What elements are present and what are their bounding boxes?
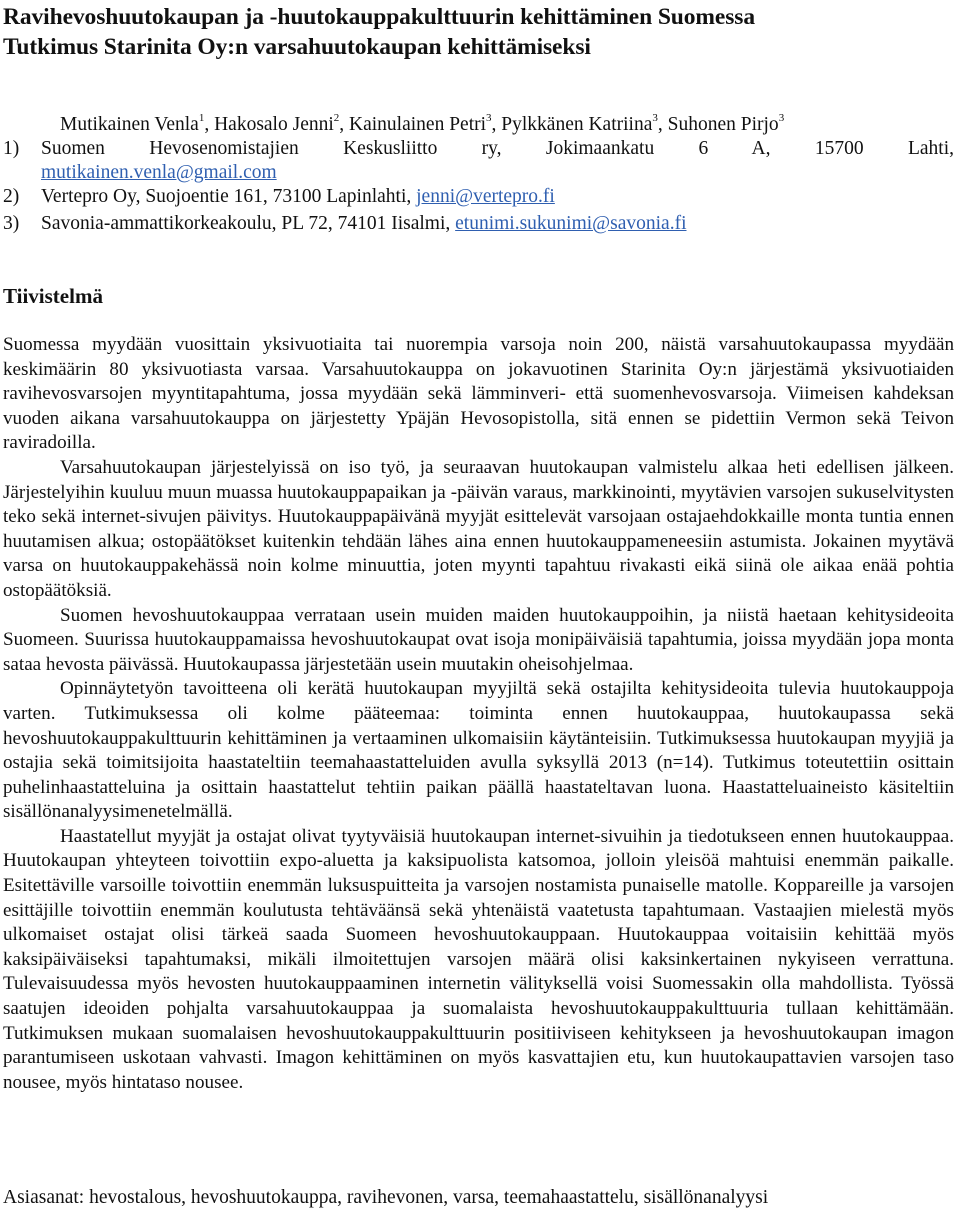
affiliation-text: Savonia-ammattikorkeakoulu, PL 72, 74101 Iisalmi, <box>41 213 451 234</box>
affiliation-number: 2) <box>3 186 20 207</box>
author-affiliation-marker: 1 <box>198 112 205 124</box>
abstract-body <box>3 333 954 1095</box>
author-affiliation-marker: 2 <box>333 112 340 124</box>
author-affiliation-marker: 3 <box>778 112 785 124</box>
title-line-2: Tutkimus Starinita Oy:n varsahuutokaupan kehittämiseksi <box>3 34 591 60</box>
author-list: Mutikainen Venla$^1$, Hakosalo Jenni$^2$, Kainulainen Petri$^3$, Pylkkänen Katriina$^3$, Suhonen Pirjo$^3$ <box>60 112 785 135</box>
author-affiliation-marker: 3 <box>486 112 492 124</box>
affiliation-email-link[interactable]: jenni@vertepro.fi <box>416 186 555 207</box>
abstract-paragraph: Opinnäytetyön tavoitteena oli kerätä huutokaupan myyjiltä sekä ostajilta kehitysideoita tulevia huutokauppoja varten. Tutkimuksessa oli kolme pääteemaa: toiminta ennen huutokauppaa, huutokaupassa sekä hevoshuutokauppakulttuurin kehittäminen ja vertaaminen ulkomaisiin käytänteisiin. Tutkimuksessa huutokaupan myyjiä ja ostajia sekä toimitsijoita haastateltiin teemahaastatteluiden avulla syksyllä 2013 (n=14). Tutkimus toteutettiin osittain puhelinhaastatteluina ja osittain haastattelut tehtiin paikan päällä haastateltavan luona. Haastatteluaineisto käsiteltiin sisällönanalyysimenetelmällä. <box>3 678 954 823</box>
affiliation-3 <box>3 212 954 236</box>
abstract-paragraph: Suomessa myydään vuosittain yksivuotiaita tai nuorempia varsoja noin 200, näistä varsahuutokaupassa myydään keskimäärin 80 yksivuotiasta varsaa. Varsahuutokauppa on jokavuotinen Starinita Oy:n järjestämä yksivuotiaiden ravihevosvarsojen myyntitapahtuma, jossa myydään sekä lämminveri- että suomenhevosvarsoja. Viimeisen kahdeksan vuoden aikana varsahuutokauppa on järjestetty Ypäjän Hevosopistolla, sitä ennen se pidettiin Vermon sekä Teivon raviradoilla. <box>3 334 954 454</box>
abstract-paragraph: Varsahuutokaupan järjestelyissä on iso työ, ja seuraavan huutokaupan valmistelu alkaa heti edellisen jälkeen. Järjestelyihin kuuluu muun muassa huutokauppapaikan ja -päivän varaus, markkinointi, myytävien varsojen sukuselvitysten teko sekä internet-sivujen päivitys. Huutokauppapäivänä myyjät esittelevät varsojaan ostajaehdokkaille monta tuntia ennen huutamisen alkua; ostopäätökset kuitenkin tehdään lähes aina ennen huutokauppameneesiin astumista. Jokainen myytävä varsa on huutokauppakehässä noin kolme minuuttia, joten myynti tapahtuu rivakasti eikä siinä ole aikaa enää pohtia ostopäätöksiä. <box>3 456 954 601</box>
affiliation-text: Vertepro Oy, Suojoentie 161, 73100 Lapinlahti, <box>41 186 412 207</box>
affiliation-email-link[interactable]: etunimi.sukunimi@savonia.fi <box>455 213 687 234</box>
affiliation-number: 1) <box>3 138 20 159</box>
author-name: Mutikainen Venla <box>60 114 199 135</box>
author-name: Kainulainen Petri <box>349 114 487 135</box>
abstract-heading: Tiivistelmä <box>3 284 103 308</box>
affiliation-email-link[interactable]: mutikainen.venla@gmail.com <box>41 162 277 183</box>
author-affiliation-marker: 3 <box>652 112 658 124</box>
abstract-paragraph: Suomen hevoshuutokauppaa verrataan usein muiden maiden huutokauppoihin, ja niistä haetaan kehitysideoita Suomeen. Suurissa huutokauppamaissa hevoshuutokaupat ovat isoja monipäiväisiä tapahtumia, joissa myydään jopa monta sataa hevosta päivässä. Huutokaupassa järjestetään usein muutakin oheisohjelmaa. <box>3 604 954 675</box>
affiliation-1 <box>3 137 954 185</box>
abstract-paragraph: Haastatellut myyjät ja ostajat olivat tyytyväisiä huutokaupan internet-sivuihin ja tiedotukseen ennen huutokauppaa. Huutokaupan yhteyteen toivottiin expo-aluetta ja kaksipuolista katsomoa, jolloin yleisöä mahtuisi enemmän paikalle. Esitettäville varsoille toivottiin enemmän luksuspuitteita ja varsojen nostamista punaiselle matolle. Koppareille ja varsojen esittäjille toivottiin enemmän koulutusta tehtäväänsä sekä yhtenäistä vaatetusta tapahtumaan. Vastaajien mielestä myös ulkomaiset ostajat olisi tärkeä saada Suomeen hevoshuutokauppaan. Huutokauppaa voitaisiin kehittää myös kaksipäiväiseksi tapahtumaksi, mikäli ilmoitettujen varsojen määrä olisi kaksinkertainen nykyiseen verrattuna. Tulevaisuudessa myös hevosten huutokauppaaminen internetin välityksellä voisi Suomessakin olla mahdollista. Työssä saatujen ideoiden pohjalta varsahuutokauppaa ja suomalaista hevoshuutokauppakulttuuria tullaan kehittämään. Tutkimuksen mukaan suomalaisen hevoshuutokauppakulttuurin positiiviseen kehitykseen ja hevoshuutokaupan imagon parantumiseen uskotaan vahvasti. Imagon kehittäminen on myös kasvattajien etu, kun huutokaupattavien varsojen taso nousee, myös hintataso nousee. <box>3 825 954 1093</box>
affiliation-2 <box>3 185 954 209</box>
author-name: Hakosalo Jenni <box>214 114 334 135</box>
keywords-line: Asiasanat: hevostalous, hevoshuutokauppa, ravihevonen, varsa, teemahaastattelu, sisällönanalyysi <box>3 1187 769 1208</box>
affiliation-text: Suomen Hevosenomistajien Keskusliitto ry, Jokimaankatu 6 A, 15700 Lahti, <box>41 138 954 159</box>
affiliation-number: 3) <box>3 213 20 234</box>
author-name: Pylkkänen Katriina <box>501 114 653 135</box>
author-name: Suhonen Pirjo <box>667 114 779 135</box>
title-line-1: Ravihevoshuutokaupan ja -huutokauppakulttuurin kehittäminen Suomessa <box>3 4 755 30</box>
